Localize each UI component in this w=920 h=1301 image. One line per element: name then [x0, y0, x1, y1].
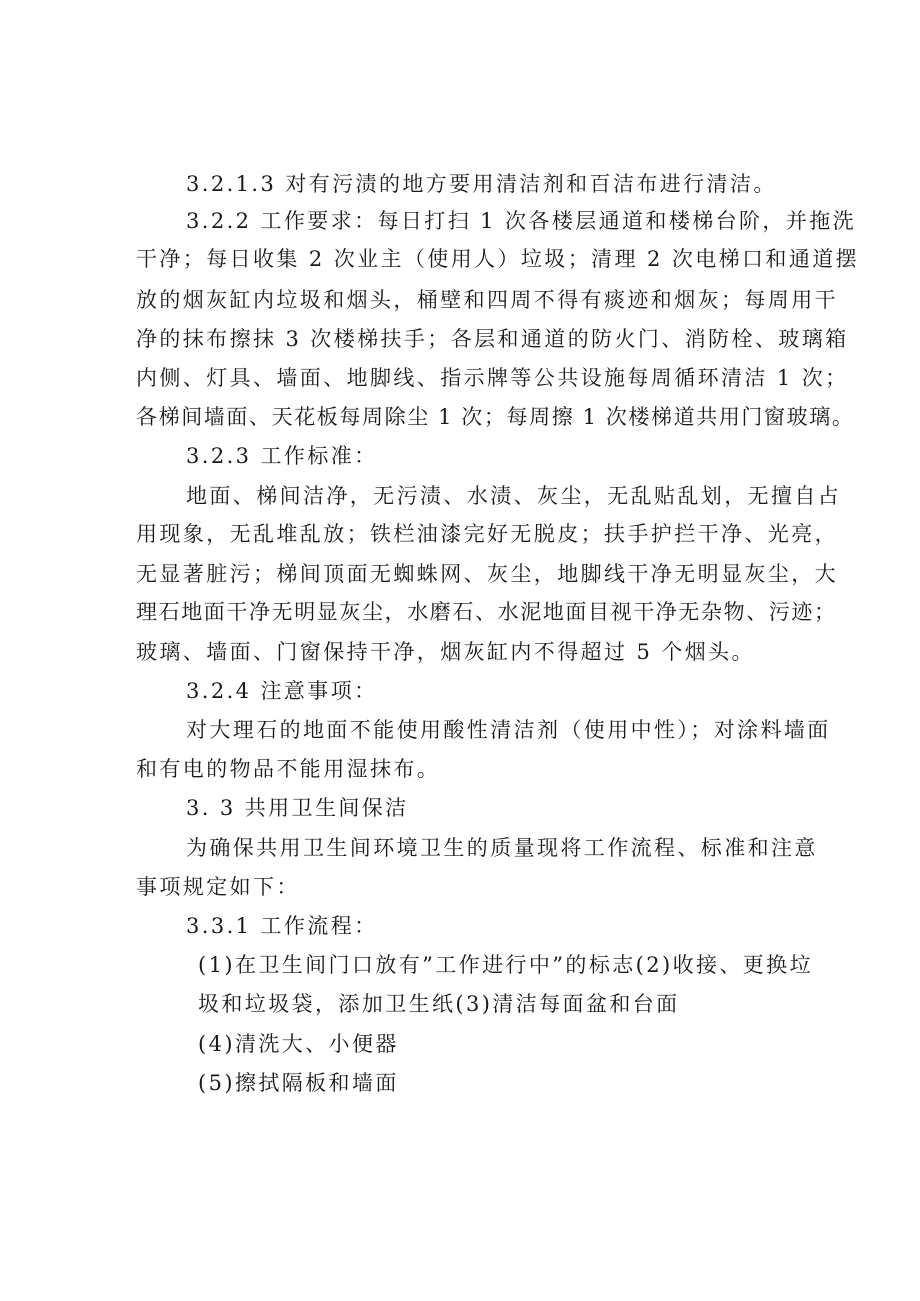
precautions-line: 对大理石的地面不能使用酸性清洁剂（使用中性）；对涂料墙面 [186, 718, 831, 742]
work-standards-line: 理石地面干净无明显灰尘，水磨石、水泥地面目视干净无杂物、污迹； [136, 600, 837, 624]
work-requirements-line: 内侧、灯具、墙面、地脚线、指示牌等公共设施每周循环清洁 1 次； [136, 366, 849, 390]
work-requirements-line: 干净；每日收集 2 次业主（使用人）垃圾；清理 2 次电梯口和通道摆 [136, 247, 860, 271]
work-standards-line: 用现象，无乱堆乱放；铁栏油漆完好无脱皮；扶手护拦干净、光亮， [136, 522, 838, 546]
work-standards-line: 地面、梯间洁净，无污渍、水渍、灰尘，无乱贴乱划，无擅自占 [186, 484, 842, 508]
work-standards-line: 玻璃、墙面、门窗保持干净，烟灰缸内不得超过 5 个烟头。 [136, 640, 755, 664]
section-3-3-heading: 3. 3 共用卫生间保洁 [186, 796, 409, 820]
subsection-3-2-3-heading: 3.2.3 工作标准： [186, 444, 378, 468]
subsection-3-2-4-heading: 3.2.4 注意事项： [186, 679, 378, 703]
workflow-step-5: (5)擦拭隔板和墙面 [198, 1071, 399, 1095]
section-3-3-intro-line: 事项规定如下： [136, 875, 300, 899]
work-requirements-line: 各梯间墙面、天花板每周除尘 1 次；每周擦 1 次楼梯道共用门窗玻璃。 [136, 405, 855, 429]
subsection-3-3-1-heading: 3.3.1 工作流程： [186, 914, 378, 938]
work-requirements-line: 放的烟灰缸内垃圾和烟头，桶壁和四周不得有痰迹和烟灰；每周用干 [136, 288, 838, 312]
section-3-3-intro-line: 为确保共用卫生间环境卫生的质量现将工作流程、标准和注意 [186, 836, 818, 860]
workflow-step-line: 圾和垃圾袋，添加卫生纸(3)清洁每面盆和台面 [198, 992, 680, 1016]
workflow-step-4: (4)清洗大、小便器 [198, 1032, 399, 1056]
work-requirements-line: 净的抹布擦抹 3 次楼梯扶手；各层和通道的防火门、消防栓、玻璃箱 [136, 327, 849, 351]
workflow-step-line: (1)在卫生间门口放有”工作进行中”的标志(2)收接、更换垃 [198, 953, 813, 977]
precautions-line: 和有电的物品不能用湿抹布。 [136, 757, 441, 781]
subsection-3-2-2-heading-line: 3.2.2 工作要求：每日打扫 1 次各楼层通道和楼梯台阶，并拖洗 [186, 209, 857, 233]
subsection-3-2-1-3-text: 3.2.1.3 对有污渍的地方要用清洁剂和百洁布进行清洁。 [186, 172, 777, 196]
work-standards-line: 无显著脏污；梯间顶面无蜘蛛网、灰尘，地脚线干净无明显灰尘，大 [136, 562, 838, 586]
